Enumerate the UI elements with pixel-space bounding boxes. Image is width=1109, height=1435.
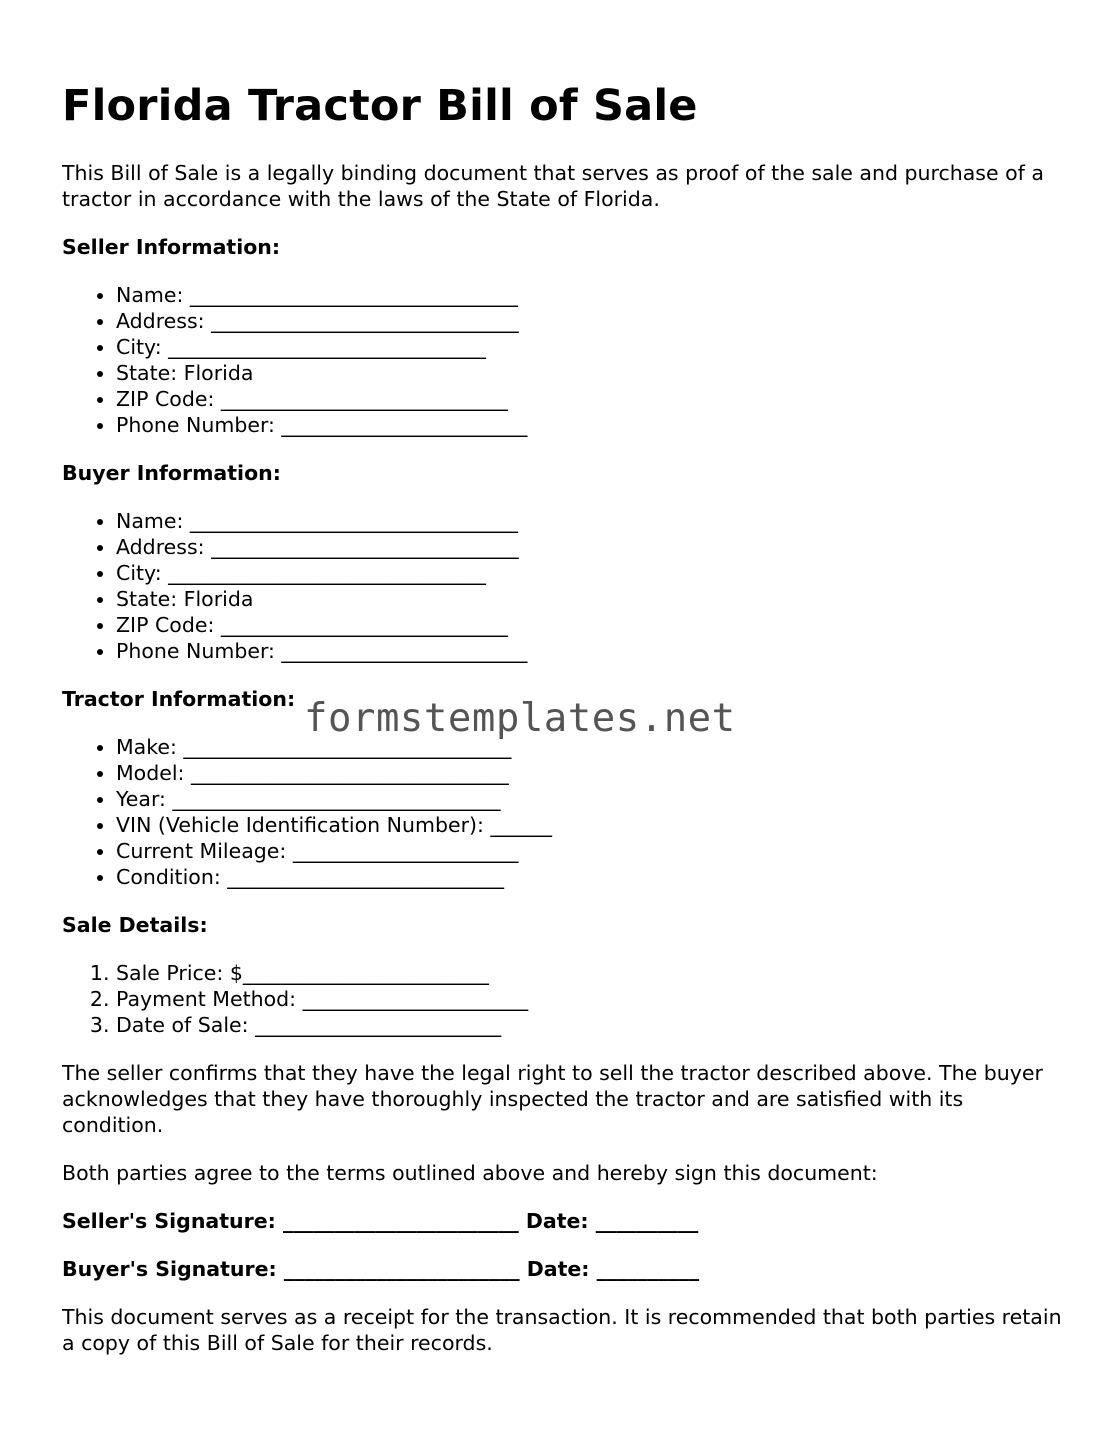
closing-paragraph: This document serves as a receipt for the transaction. It is recommended that both parties retain a copy of this Bill of Sale for their records.: [62, 1305, 1062, 1355]
tractor-list: [62, 734, 1062, 890]
tractor-make-field: • Make: ________________________________: [116, 734, 1062, 760]
tractor-condition-field: • Condition: ___________________________: [116, 864, 1062, 890]
tractor-heading: Tractor Information:: [62, 687, 296, 711]
seller-address-field: • Address: ______________________________: [116, 308, 1062, 334]
buyer-address-field: • Address: ______________________________: [116, 534, 1062, 560]
agreement-paragraph: Both parties agree to the terms outlined above and hereby sign this document:: [62, 1161, 878, 1185]
tractor-mileage-field: • Current Mileage: ______________________: [116, 838, 1062, 864]
seller-signature-line: Seller's Signature: _______________________ Date: __________: [62, 1209, 699, 1233]
sale-list: [62, 960, 1062, 1038]
seller-city-field: • City: _______________________________: [116, 334, 1062, 360]
seller-name-field: • Name: ________________________________: [116, 282, 1062, 308]
watermark-text: formstemplates.net: [304, 696, 736, 741]
confirmation-paragraph: The seller confirms that they have the legal right to sell the tractor described above. The buyer acknowledges that they have thoroughly inspected the tractor and are satisfied with its condition.: [62, 1061, 1043, 1137]
sale-heading: Sale Details:: [62, 913, 208, 937]
buyer-heading: Buyer Information:: [62, 461, 281, 485]
sale-price-field: 1. Sale Price: $________________________: [116, 960, 1062, 986]
seller-state-field: • State: Florida: [116, 360, 1062, 386]
seller-heading: Seller Information:: [62, 235, 281, 259]
intro-paragraph: This Bill of Sale is a legally binding document that serves as proof of the sale and purchase of a tractor in accordance with the laws of the State of Florida.: [62, 161, 1044, 211]
seller-zip-field: • ZIP Code: ____________________________: [116, 386, 1062, 412]
buyer-signature-line: Buyer's Signature: _______________________ Date: __________: [62, 1257, 700, 1281]
buyer-state-field: • State: Florida: [116, 586, 1062, 612]
sale-date-field: 3. Date of Sale: ________________________: [116, 1012, 1062, 1038]
payment-method-field: 2. Payment Method: ______________________: [116, 986, 1062, 1012]
seller-list: [62, 282, 1062, 438]
buyer-city-field: • City: _______________________________: [116, 560, 1062, 586]
tractor-year-field: • Year: ________________________________: [116, 786, 1062, 812]
buyer-phone-field: • Phone Number: ________________________: [116, 638, 1062, 664]
buyer-name-field: • Name: ________________________________: [116, 508, 1062, 534]
buyer-list: [62, 508, 1062, 664]
buyer-zip-field: • ZIP Code: ____________________________: [116, 612, 1062, 638]
tractor-model-field: • Model: _______________________________: [116, 760, 1062, 786]
tractor-vin-field: • VIN (Vehicle Identification Number): ______: [116, 812, 1062, 838]
document-title: Florida Tractor Bill of Sale: [62, 81, 698, 131]
seller-phone-field: • Phone Number: ________________________: [116, 412, 1062, 438]
